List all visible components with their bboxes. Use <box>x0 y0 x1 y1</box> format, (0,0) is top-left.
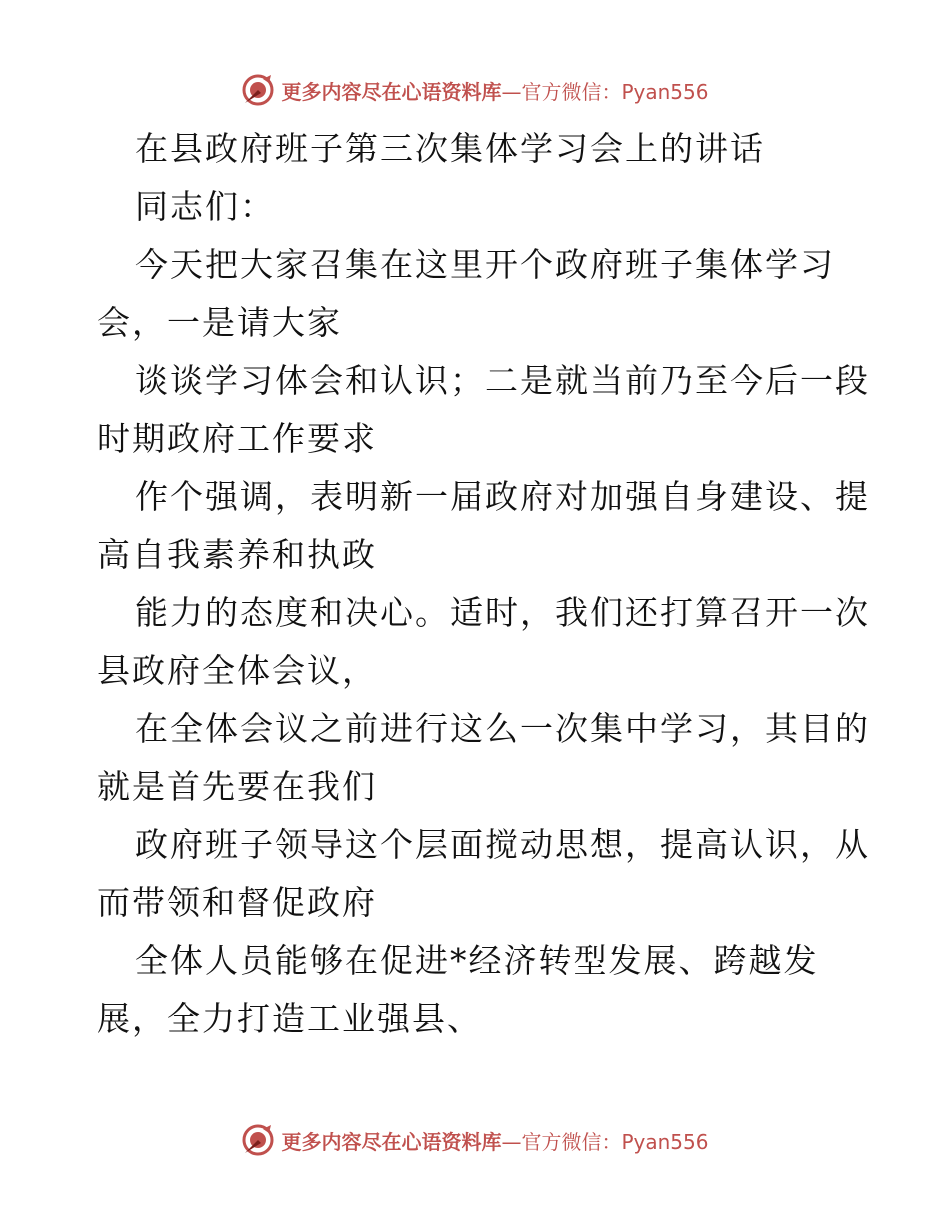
text-line: 而带领和督促政府 <box>97 883 377 922</box>
text-line: 就是首先要在我们 <box>97 767 377 806</box>
pen-circle-logo-icon <box>241 1123 275 1157</box>
text-line: 县政府全体会议， <box>97 651 377 690</box>
text-line: 能力的态度和决心。适时，我们还打算召开一次 <box>135 593 870 632</box>
header-watermark <box>0 70 950 110</box>
text-line: 政府班子领导这个层面搅动思想，提高认识，从 <box>135 825 870 864</box>
text-line: 高自我素养和执政 <box>97 535 377 574</box>
text-line: 作个强调，表明新一届政府对加强自身建设、提 <box>135 477 870 516</box>
pen-circle-logo-icon <box>241 73 275 107</box>
text-line: 谈谈学习体会和认识；二是就当前乃至今后一段 <box>135 361 870 400</box>
text-line: 在全体会议之前进行这么一次集中学习，其目的 <box>135 709 870 748</box>
text-line: 全体人员能够在促进*经济转型发展、跨越发 <box>135 941 819 980</box>
text-line: 会，一是请大家 <box>97 303 342 342</box>
document-title: 在县政府班子第三次集体学习会上的讲话 <box>135 129 765 168</box>
text-line: 今天把大家召集在这里开个政府班子集体学习 <box>135 245 835 284</box>
text-line: 同志们： <box>135 187 275 226</box>
paragraph-lines <box>97 178 870 1048</box>
text-line: 展，全力打造工业强县、 <box>97 999 482 1038</box>
document-body <box>97 120 870 1048</box>
watermark-text: 更多内容尽在心语资料库—官方微信：Pyan556 <box>281 79 709 104</box>
footer-watermark <box>0 1120 950 1160</box>
watermark-text: 更多内容尽在心语资料库—官方微信：Pyan556 <box>281 1129 709 1154</box>
text-line: 时期政府工作要求 <box>97 419 377 458</box>
